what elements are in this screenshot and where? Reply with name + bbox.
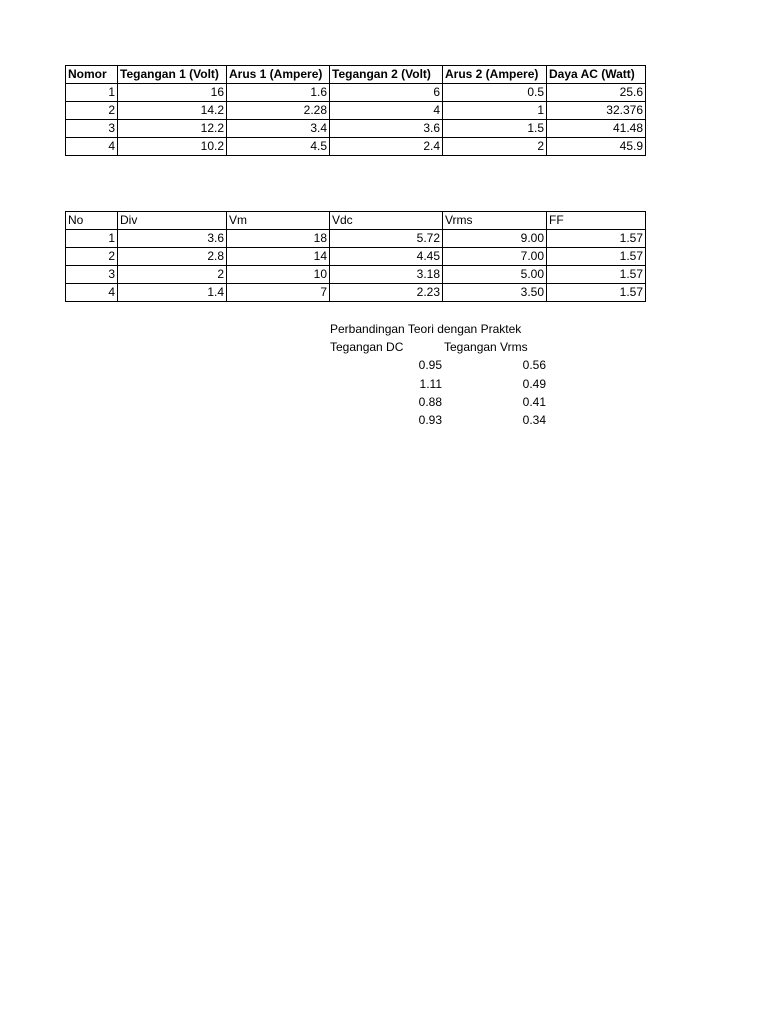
table-cell: 1.5 (443, 120, 547, 138)
table-row (66, 266, 646, 284)
table-cell: 3.6 (330, 120, 443, 138)
table-cell: 10.2 (118, 138, 227, 156)
table-cell: 1.57 (547, 266, 646, 284)
header-cell-vrms: Vrms (443, 212, 547, 230)
table-cell: 2.8 (118, 248, 227, 266)
table-cell: 4.5 (227, 138, 330, 156)
table-cell: 1 (443, 102, 547, 120)
table-cell: 10 (227, 266, 330, 284)
header-cell-arus-1: Arus 1 (Ampere) (227, 66, 330, 84)
table-cell: 1.4 (118, 284, 227, 302)
table-cell: 5.00 (443, 266, 547, 284)
table-cell: 5.72 (330, 230, 443, 248)
table-cell: 2 (66, 248, 118, 266)
comparison-dc-value: 0.95 (418, 358, 442, 372)
comparison-vrms-value: 0.49 (522, 377, 546, 391)
table-cell: 18 (227, 230, 330, 248)
table-cell: 16 (118, 84, 227, 102)
comparison-dc-value: 0.93 (418, 413, 442, 427)
table-row (66, 102, 646, 120)
comparison-vrms-value: 0.34 (522, 413, 546, 427)
table-row (66, 248, 646, 266)
table-cell: 1.57 (547, 284, 646, 302)
table-cell: 6 (330, 84, 443, 102)
table-row (66, 138, 646, 156)
table-row (66, 230, 646, 248)
table-cell: 1 (66, 230, 118, 248)
comparison-vrms-value: 0.41 (522, 395, 546, 409)
table-cell: 1.57 (547, 230, 646, 248)
table-cell: 25.6 (547, 84, 646, 102)
table-cell: 3 (66, 120, 118, 138)
table-cell: 1.57 (547, 248, 646, 266)
table-cell: 3.4 (227, 120, 330, 138)
header-cell-ff: FF (547, 212, 646, 230)
header-cell-daya-ac: Daya AC (Watt) (547, 66, 646, 84)
comparison-vrms-value: 0.56 (522, 358, 546, 372)
table-cell: 45.9 (547, 138, 646, 156)
table-cell: 4.45 (330, 248, 443, 266)
table-header-row (66, 66, 646, 84)
voltage-table (65, 211, 646, 302)
table-cell: 2.4 (330, 138, 443, 156)
table-cell: 2 (443, 138, 547, 156)
table-cell: 0.5 (443, 84, 547, 102)
table-cell: 32.376 (547, 102, 646, 120)
comparison-dc-value: 0.88 (418, 395, 442, 409)
power-table (65, 65, 646, 156)
table-cell: 3.6 (118, 230, 227, 248)
table-cell: 7 (227, 284, 330, 302)
table-cell: 2.28 (227, 102, 330, 120)
table-cell: 9.00 (443, 230, 547, 248)
header-cell-nomor: Nomor (66, 66, 118, 84)
table-cell: 2.23 (330, 284, 443, 302)
table-cell: 41.48 (547, 120, 646, 138)
table-row (66, 120, 646, 138)
table-cell: 3 (66, 266, 118, 284)
table-cell: 14 (227, 248, 330, 266)
table-row (66, 84, 646, 102)
table-cell: 3.50 (443, 284, 547, 302)
header-cell-tegangan-2: Tegangan 2 (Volt) (330, 66, 443, 84)
table-cell: 2 (118, 266, 227, 284)
table-cell: 4 (66, 284, 118, 302)
table-cell: 2 (66, 102, 118, 120)
comparison-dc-value: 1.11 (419, 377, 442, 391)
table-header-row (66, 212, 646, 230)
table-row (66, 284, 646, 302)
header-cell-vdc: Vdc (330, 212, 443, 230)
header-cell-no: No (66, 212, 118, 230)
table-cell: 4 (66, 138, 118, 156)
table-cell: 1 (66, 84, 118, 102)
table-cell: 12.2 (118, 120, 227, 138)
comparison-header-vrms: Tegangan Vrms (444, 340, 528, 354)
comparison-title: Perbandingan Teori dengan Praktek (330, 322, 522, 336)
table-cell: 4 (330, 102, 443, 120)
header-cell-arus-2: Arus 2 (Ampere) (443, 66, 547, 84)
header-cell-tegangan-1: Tegangan 1 (Volt) (118, 66, 227, 84)
table-cell: 3.18 (330, 266, 443, 284)
header-cell-vm: Vm (227, 212, 330, 230)
comparison-header-dc: Tegangan DC (330, 340, 404, 354)
table-cell: 14.2 (118, 102, 227, 120)
table-cell: 7.00 (443, 248, 547, 266)
header-cell-div: Div (118, 212, 227, 230)
table-cell: 1.6 (227, 84, 330, 102)
